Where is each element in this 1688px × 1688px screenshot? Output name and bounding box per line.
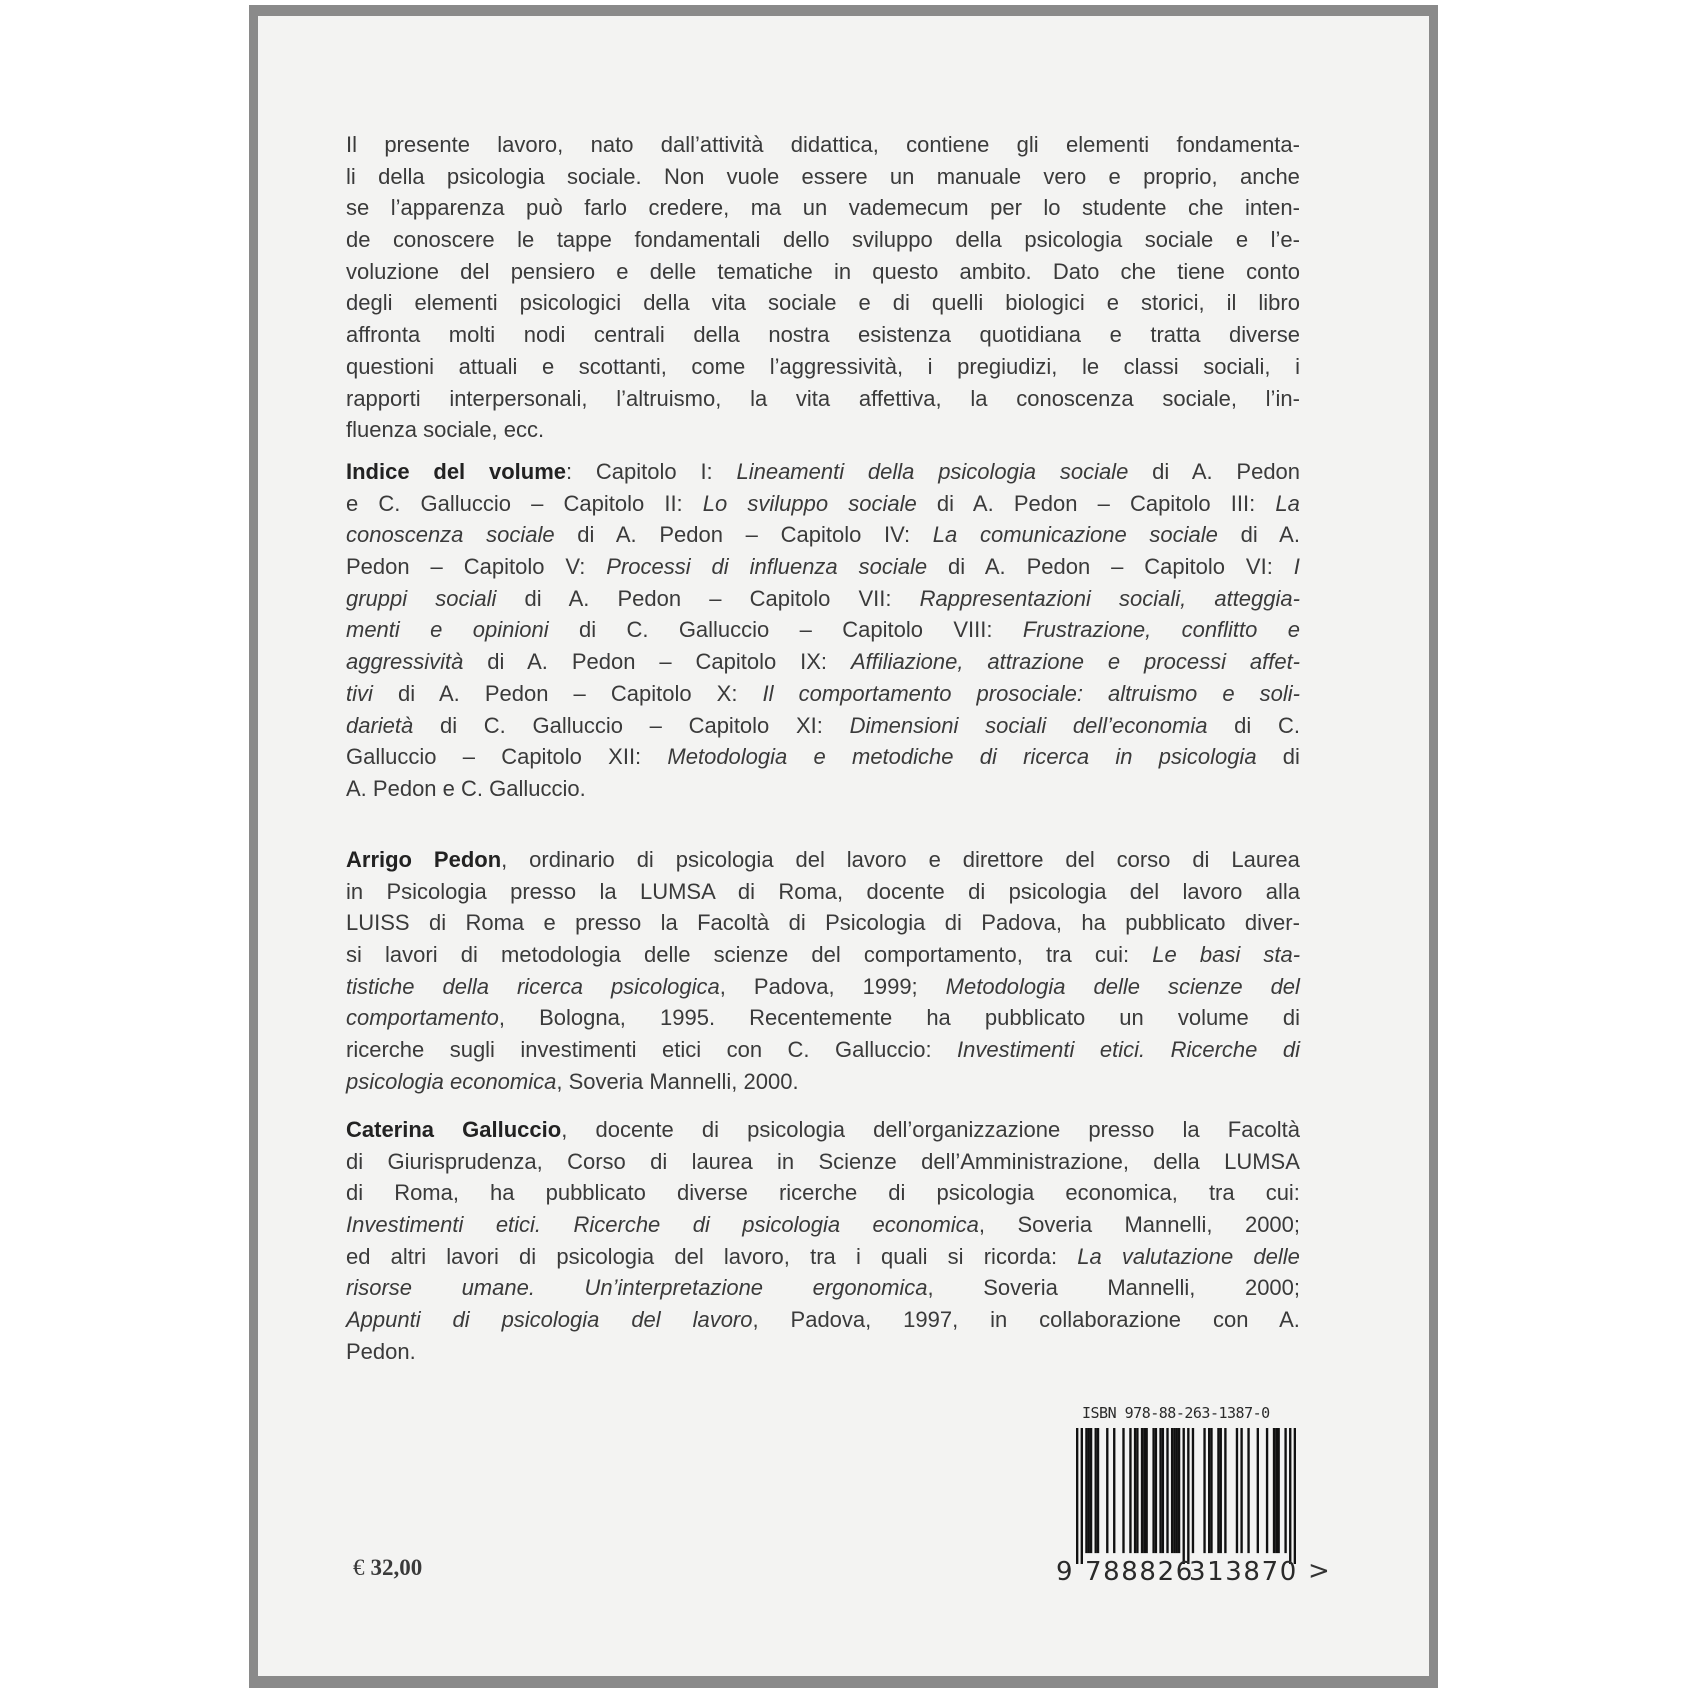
text-line: aggressività di A. Pedon – Capitolo IX: Affiliazione, attrazione e processi affet-: [346, 649, 1301, 675]
author-bio-arrigo-pedon: [346, 844, 1300, 1098]
barcode-left-digits: 788826: [1085, 1557, 1194, 1587]
table-of-contents-paragraph: [346, 456, 1300, 805]
text-line: in Psicologia presso la LUMSA di Roma, docente di psicologia del lavoro alla: [346, 878, 1301, 904]
text-line: psicologia economica, Soveria Mannelli, 2000.: [346, 1068, 799, 1094]
text-line: Investimenti etici. Ricerche di psicologia economica, Soveria Mannelli, 2000;: [346, 1212, 1301, 1238]
text-line: e C. Galluccio – Capitolo II: Lo sviluppo sociale di A. Pedon – Capitolo III: La: [346, 490, 1300, 516]
text-line: ricerche sugli investimenti etici con C. Galluccio: Investimenti etici. Ricerche di: [346, 1037, 1300, 1063]
text-line: menti e opinioni di C. Galluccio – Capitolo VIII: Frustrazione, conflitto e: [346, 617, 1301, 643]
text-line: risorse umane. Un’interpretazione ergonomica, Soveria Mannelli, 2000;: [346, 1275, 1301, 1301]
text-line: Pedon.: [346, 1338, 416, 1364]
barcode-quiet-zone-marker: >: [1308, 1556, 1330, 1586]
text-line: voluzione del pensiero e delle tematiche in questo ambito. Dato che tiene conto: [346, 258, 1300, 284]
text-line: degli elementi psicologici della vita sociale e di quelli biologici e storici, il libro: [346, 290, 1300, 316]
text-line: Appunti di psicologia del lavoro, Padova, 1997, in collaborazione con A.: [346, 1307, 1300, 1333]
text-line: comportamento, Bologna, 1995. Recentemente ha pubblicato un volume di: [346, 1005, 1300, 1031]
text-line: Caterina Galluccio, docente di psicologia dell’organizzazione presso la Facoltà: [346, 1117, 1300, 1142]
text-line: tivi di A. Pedon – Capitolo X: Il comportamento prosociale: altruismo e soli-: [346, 680, 1301, 706]
ean13-barcode: [1076, 1428, 1296, 1564]
text-line: fluenza sociale, ecc.: [346, 417, 545, 443]
text-line: gruppi sociali di A. Pedon – Capitolo VII: Rappresentazioni sociali, atteggia-: [346, 585, 1300, 611]
text-line: si lavori di metodologia delle scienze del comportamento, tra cui: Le basi sta-: [346, 942, 1301, 968]
euro-symbol: €: [353, 1555, 365, 1580]
text-line: darietà di C. Galluccio – Capitolo XI: Dimensioni sociali dell’economia di C.: [346, 712, 1300, 738]
text-line: de conoscere le tappe fondamentali dello sviluppo della psicologia sociale e l’e-: [346, 227, 1300, 253]
text-line: di Giurisprudenza, Corso di laurea in Scienze dell’Amministrazione, della LUMSA: [346, 1148, 1300, 1174]
text-line: LUISS di Roma e presso la Facoltà di Psicologia di Padova, ha pubblicato diver-: [346, 910, 1300, 936]
text-line: A. Pedon e C. Galluccio.: [346, 775, 586, 801]
text-line: Il presente lavoro, nato dall’attività didattica, contiene gli elementi fondamenta-: [346, 132, 1300, 157]
text-line: se l’apparenza può farlo credere, ma un vademecum per lo studente che inten-: [346, 195, 1300, 221]
isbn-label: ISBN 978-88-263-1387-0: [1082, 1404, 1270, 1422]
barcode-first-digit: 9: [1056, 1557, 1073, 1587]
text-line: affronta molti nodi centrali della nostra esistenza quotidiana e tratta diverse: [346, 322, 1300, 348]
text-line: questioni attuali e scottanti, come l’aggressività, i pregiudizi, le classi sociali, i: [346, 353, 1300, 379]
text-line: Indice del volume: Capitolo I: Lineamenti della psicologia sociale di A. Pedon: [346, 459, 1301, 484]
text-line: li della psicologia sociale. Non vuole essere un manuale vero e proprio, anche: [346, 163, 1300, 189]
intro-paragraph: [346, 129, 1300, 446]
price-amount: 32,00: [370, 1555, 423, 1580]
text-line: rapporti interpersonali, l’altruismo, la vita affettiva, la conoscenza sociale, l’in-: [346, 385, 1300, 411]
author-bio-caterina-galluccio: [346, 1114, 1300, 1368]
text-line: Arrigo Pedon, ordinario di psicologia del lavoro e direttore del corso di Laurea: [346, 847, 1300, 872]
text-line: di Roma, ha pubblicato diverse ricerche di psicologia economica, tra cui:: [346, 1180, 1300, 1206]
text-line: Pedon – Capitolo V: Processi di influenza sociale di A. Pedon – Capitolo VI: I: [346, 554, 1300, 580]
barcode-right-digits: 313870: [1189, 1557, 1298, 1587]
text-line: conoscenza sociale di A. Pedon – Capitolo IV: La comunicazione sociale di A.: [346, 522, 1300, 548]
text-line: ed altri lavori di psicologia del lavoro, tra i quali si ricorda: La valutazione delle: [346, 1243, 1300, 1269]
text-line: tistiche della ricerca psicologica, Padova, 1999; Metodologia delle scienze del: [346, 973, 1300, 999]
price-label: [353, 1555, 422, 1581]
text-line: Galluccio – Capitolo XII: Metodologia e metodiche di ricerca in psicologia di: [346, 744, 1300, 770]
